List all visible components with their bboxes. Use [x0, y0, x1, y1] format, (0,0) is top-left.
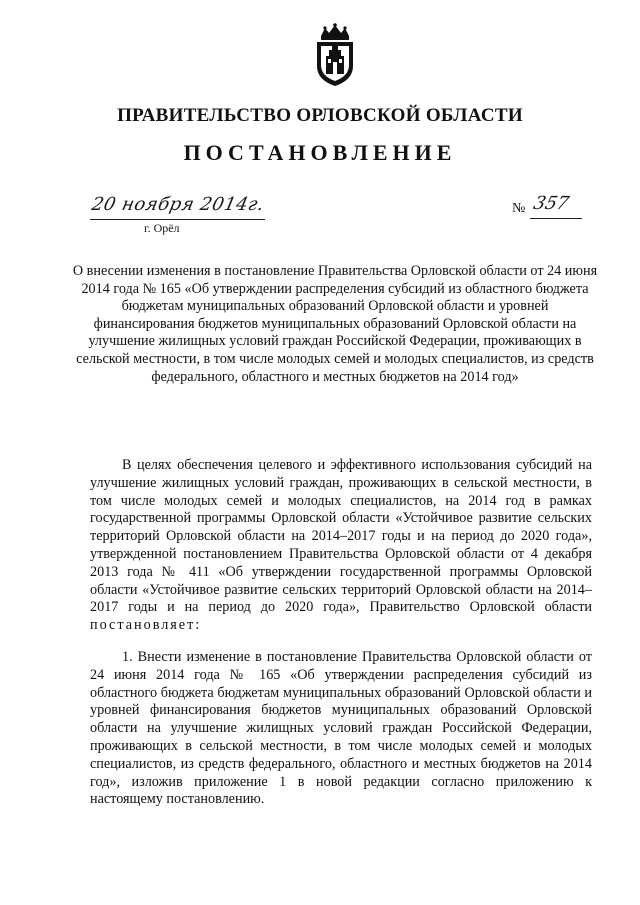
handwritten-date: 20 ноября 2014г.: [89, 194, 267, 215]
preamble-paragraph: [90, 457, 592, 635]
clause-1-paragraph: [90, 649, 592, 809]
document-subject: О внесении изменения в постановление Правительства Орловской области от 24 июня 2014 года № 165 «Об утверждении распределения субсидий из областного бюджета бюджетам муниципальных образований Орловской области и уровней финансирования бюджетов муниципальных образований Орловской области на улучшение жилищных условий граждан Российской Федерации, проживающих в сельской местности, в том числе молодых семей и молодых специалистов, из средств федерального, областного и местных бюджетов на 2014 год»: [72, 263, 598, 385]
number-label: №: [512, 201, 526, 216]
document-type-title: ПОСТАНОВЛЕНИЕ: [183, 140, 457, 165]
organization-title: ПРАВИТЕЛЬСТВО ОРЛОВСКОЙ ОБЛАСТИ: [117, 105, 523, 126]
handwritten-number: 357: [531, 193, 572, 214]
clause-1-text: 1. Внести изменение в постановление Правительства Орловской области от 24 июня 2014 года № 165 «Об утверждении распределения субсидий из областного бюджета бюджетам муниципальных образований Орловской области и уровней финансирования бюджетов муниципальных образований Орловской области на улучшение жилищных условий граждан Российской Федерации, проживающих в сельской местности, в том числе молодых семей и молодых специалистов, из средств федерального, областного и местных бюджетов на 2014 год», изложив приложение 1 в новой редакции согласно приложению к настоящему постановлению.: [90, 649, 592, 808]
preamble-text: В целях обеспечения целевого и эффективного использования субсидий на улучшение жилищных условий граждан, проживающих в сельской местности, в том числе молодых семей и молодых специалистов, на 2014 год в рамках государственной программы Орловской области «Устойчивое развитие сельских территорий Орловской области на 2014–2017 годы и на период до 2020 года», утвержденной постановлением Правительства Орловской области от 4 декабря 2013 года № 411 «Об утверждении государственной программы Орловской области «Устойчивое развитие сельских территорий Орловской области на 2014–2017 годы и на период до 2020 года», Правительство Орловской области: [90, 457, 592, 616]
coat-of-arms-icon: [312, 22, 358, 88]
city-label: г. Орёл: [144, 221, 180, 235]
decree-keyword: постановляет:: [90, 617, 202, 634]
